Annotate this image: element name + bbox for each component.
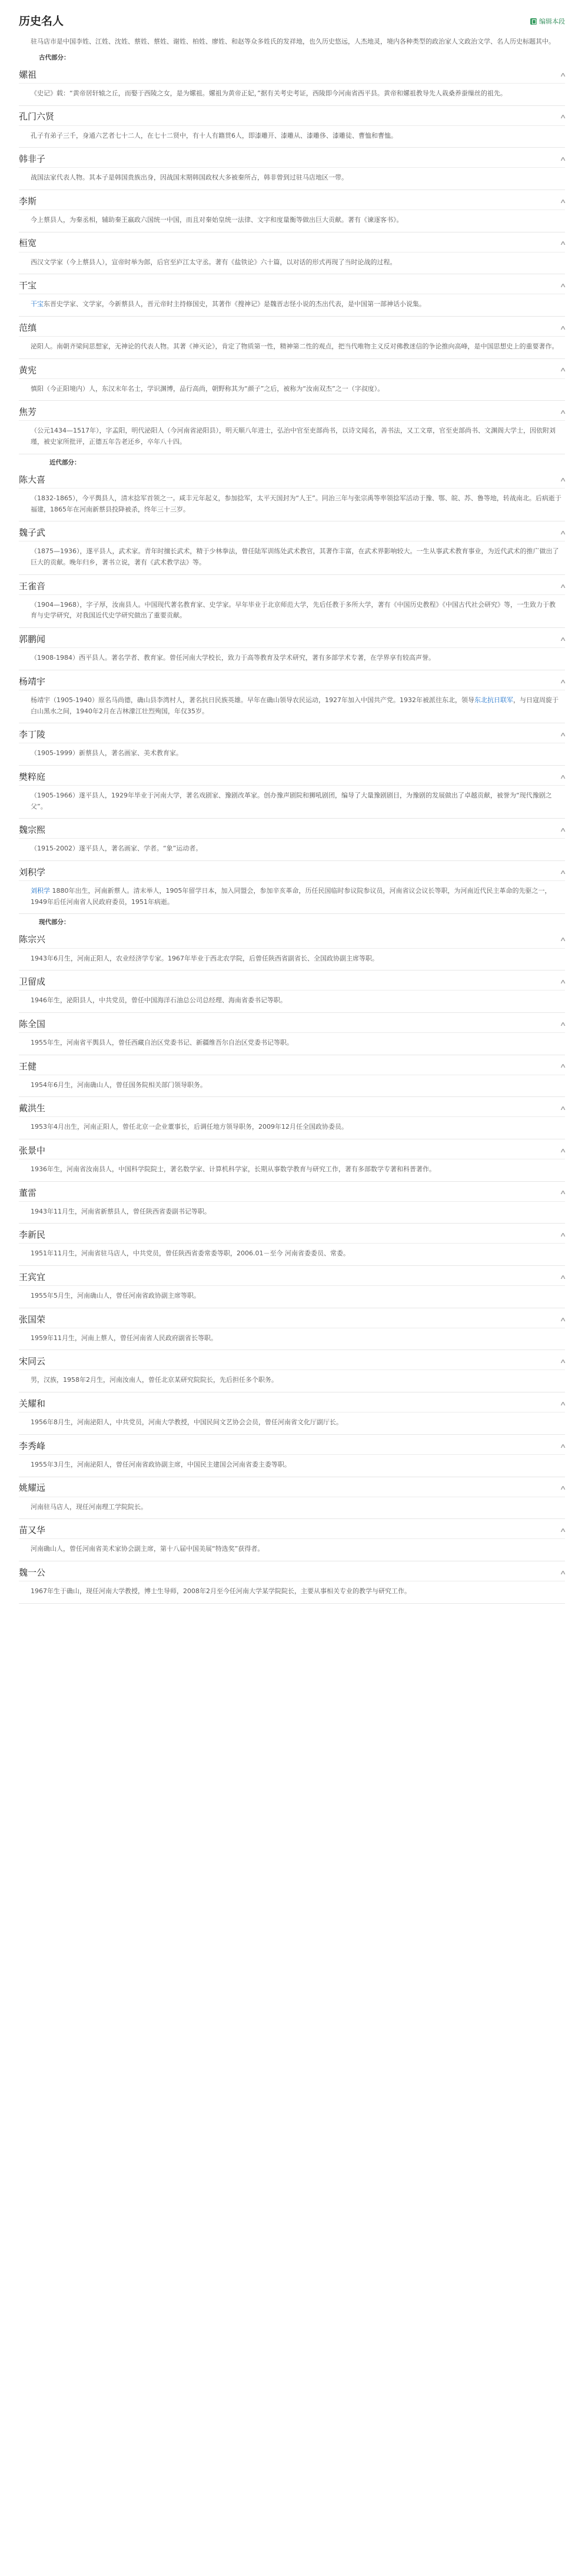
section-header[interactable]: [19, 674, 565, 690]
person-section: [19, 236, 565, 275]
section-text: 杨靖宇（1905-1940）原名马尚德，确山县李湾村人，著名抗日民族英雄。早年在确山领导农民运动，1927年加入中国共产党。1932年被派往东北，领导东北抗日联军，与日寇周旋于白山黑水之间，1940年2月在吉林濛江壮烈殉国，年仅35岁。: [31, 696, 559, 715]
section-text: 1943年11月生，河南省新蔡县人，曾任陕西省委副书记等职。: [31, 1207, 211, 1215]
section-header[interactable]: [19, 1185, 565, 1202]
chevron-up-icon[interactable]: ∧: [559, 1274, 567, 1281]
person-section: [19, 579, 565, 628]
chevron-up-icon[interactable]: ∧: [559, 869, 567, 876]
chevron-up-icon[interactable]: ∧: [559, 678, 567, 685]
person-section: [19, 822, 565, 861]
section-title: 杨靖宇: [19, 676, 46, 687]
section-title: 樊粹庭: [19, 771, 46, 782]
section-title: 陈大喜: [19, 474, 46, 485]
section-title: 王雀音: [19, 580, 46, 591]
section-header[interactable]: [19, 974, 565, 990]
chevron-up-icon[interactable]: ∧: [559, 773, 567, 780]
chevron-up-icon[interactable]: ∧: [559, 155, 567, 162]
section-text: 1954年6月生，河南确山人，曾任国务院相关部门领导职务。: [31, 1081, 207, 1089]
section-title: 王健: [19, 1061, 37, 1072]
section-header[interactable]: [19, 1269, 565, 1286]
chevron-up-icon[interactable]: ∧: [559, 1147, 567, 1154]
section-text: 刘积学 1880年出生，河南新蔡人。清末举人，1905年留学日本，加入同盟会，参加辛亥革命，历任民国临时参议院参议员，河南省议会议长等职，为河南近代民主革命的先驱之一，1949年后任河南省人民政府委员，1951年病逝。: [31, 886, 551, 906]
section-text: 男，汉族，1958年2月生，河南汝南人，曾任北京某研究院院长，先后担任多个职务。: [31, 1376, 278, 1384]
person-section: [19, 1185, 565, 1224]
section-header[interactable]: [19, 404, 565, 421]
person-link[interactable]: 东北抗日联军: [474, 696, 513, 704]
section-text: （1904—1968），字子厚，汝南县人。中国现代著名教育家、史学家。早年毕业于北京师范大学，先后任教于多所大学，著有《中国历史教程》《中国古代社会研究》等，一生致力于教育与史学研究，对我国近代史学研究做出了重要贡献。: [31, 600, 556, 620]
chevron-up-icon[interactable]: ∧: [559, 71, 567, 78]
chevron-up-icon[interactable]: ∧: [559, 979, 567, 986]
chevron-up-icon[interactable]: ∧: [559, 530, 567, 537]
section-header[interactable]: [19, 769, 565, 786]
person-section: [19, 1269, 565, 1308]
section-header[interactable]: [19, 1523, 565, 1539]
person-section: [19, 727, 565, 766]
section-text: （1905-1999）新蔡县人，著名画家、美术教育家。: [31, 749, 182, 757]
person-section: [19, 631, 565, 670]
chevron-up-icon[interactable]: ∧: [559, 936, 567, 943]
chevron-up-icon[interactable]: ∧: [559, 1105, 567, 1112]
section-text: （1908-1984）西平县人。著名学者、教育家。曾任河南大学校长，致力于高等教育及学术研究，著有多部学术专著，在学界享有较高声誉。: [31, 654, 435, 662]
person-section: [19, 404, 565, 454]
person-section: [19, 1059, 565, 1098]
person-section: [19, 1101, 565, 1139]
section-header[interactable]: [19, 67, 565, 84]
section-header[interactable]: [19, 1059, 565, 1075]
section-header[interactable]: [19, 1016, 565, 1033]
person-section: [19, 1354, 565, 1392]
section-header[interactable]: [19, 631, 565, 648]
section-header[interactable]: [19, 151, 565, 168]
section-text: 泌阳人。南朝齐梁间思想家，无神论的代表人物。其著《神灭论》，肯定了物质第一性，精神第二性的观点，把当代唯物主义反对佛教迷信的争论推向高峰，是中国思想史上的重要著作。: [31, 342, 559, 350]
chevron-up-icon[interactable]: ∧: [559, 1021, 567, 1028]
intro-text: 驻马店市是中国李姓、江姓、沈姓、蔡姓、蔡姓、谢姓、柏姓、廖姓、和赵等众多姓氏的发祥地，也久历史悠远，人杰地灵，境内各种类型的政治家人文政治文学、名人历史标题其中。: [31, 38, 555, 45]
chevron-up-icon[interactable]: ∧: [559, 636, 567, 643]
section-header[interactable]: [19, 525, 565, 541]
section-text: 西汉文学家（今上蔡县人），宣帝时举为郎，后官至庐江太守丞。著有《盐铁论》六十篇，以对话的形式再现了当时论战的过程。: [31, 258, 397, 266]
section-title: 卫留成: [19, 976, 46, 988]
person-section: [19, 1143, 565, 1182]
section-title: 范缜: [19, 322, 37, 333]
person-section: [19, 1481, 565, 1520]
section-text: 1967年生于确山，现任河南大学教授，博士生导师，2008年2月至今任河南大学某学院院长，主要从事相关专业的教学与研究工作。: [31, 1587, 411, 1595]
section-title: 王宾宜: [19, 1271, 46, 1282]
section-text: 慎阳（今正阳境内）人，东汉末年名士，学识渊博，品行高尚，朝野称其为“颜子”之后，被称为“汝南双杰”之一（字叔度）。: [31, 384, 384, 393]
section-text: 孔子有弟子三千，身通六艺者七十二人，在七十二贤中，有十人有籍贯6人，即漆雕开、漆雕从、漆雕侈、漆雕徒、曹恤和曹恤。: [31, 131, 397, 139]
section-title: 陈全国: [19, 1018, 46, 1029]
section-header[interactable]: [19, 1481, 565, 1497]
section-title: 李丁陵: [19, 729, 46, 740]
section-title: 苗又华: [19, 1525, 46, 1536]
section-title: 干宝: [19, 280, 37, 291]
section-text: 1956年8月生，河南泌阳人，中共党员，河南大学教授，中国民间文艺协会会员，曾任河南省文化厅副厅长。: [31, 1418, 343, 1427]
section-header[interactable]: [19, 236, 565, 252]
chevron-up-icon[interactable]: ∧: [559, 324, 567, 331]
section-text: （公元1434—1517年），字孟阳，明代泌阳人（今河南省泌阳县），明天顺八年进士，弘治中官至吏部尚书，以诗文闻名，善书法，又工文章，官至吏部尚书、文渊阁大学士，因依附刘瑾，被史家所批评，正德五年告老还乡，卒年八十四。: [31, 427, 556, 446]
section-text: 1943年6月生，河南正阳人，农业经济学专家。1967年毕业于西北农学院，后曾任陕西省副省长、全国政协副主席等职。: [31, 954, 378, 962]
page-header: [19, 8, 565, 35]
person-section: [19, 109, 565, 148]
chevron-up-icon[interactable]: ∧: [559, 1527, 567, 1534]
section-title: 刘积学: [19, 866, 46, 877]
edit-icon: [530, 18, 537, 25]
chevron-up-icon[interactable]: ∧: [559, 367, 567, 374]
person-section: [19, 674, 565, 723]
section-text: 1955年3月生，河南泌阳人，曾任河南省政协副主席，中国民主建国会河南省委主委等职。: [31, 1460, 291, 1468]
section-title: 李秀峰: [19, 1440, 46, 1451]
section-header[interactable]: [19, 363, 565, 379]
person-section: [19, 974, 565, 1013]
section-title: 郭鹏闻: [19, 634, 46, 644]
section-title: 董雷: [19, 1187, 37, 1198]
section-title: 宋同云: [19, 1356, 46, 1367]
section-text: （1832-1865），今平舆县人，清末捻军首领之一。咸丰元年起义，参加捻军，太平天国封为“人王”。同治三年与张宗禹等率领捻军活动于豫、鄂、皖、苏、鲁等地，转战南北。后病逝于福建，1865年在河南新蔡县投降被杀，终年三十三岁。: [31, 494, 561, 513]
chevron-up-icon[interactable]: ∧: [559, 282, 567, 290]
section-title: 李斯: [19, 195, 37, 207]
chevron-up-icon[interactable]: ∧: [559, 1569, 567, 1576]
chevron-up-icon[interactable]: ∧: [559, 476, 567, 483]
person-section: [19, 1565, 565, 1604]
section-title: 黄宪: [19, 364, 37, 375]
section-title: 焦芳: [19, 407, 37, 418]
section-text: （1875—1936），遂平县人，武术家。青年时擅长武术，精于少林拳法，曾任陆军训练处武术教官，其著作丰富，在武术界影响较大。一生从事武术教育事业，为近代武术的推广做出了巨大的贡献。晚年归乡，著书立说，著有《武术教学法》等。: [31, 547, 559, 567]
section-header[interactable]: [19, 1312, 565, 1328]
section-header[interactable]: [19, 1396, 565, 1412]
person-section: [19, 67, 565, 106]
section-title: 魏子武: [19, 527, 46, 539]
section-text: 1955年5月生，河南确山人，曾任河南省政协副主席等职。: [31, 1292, 200, 1300]
person-section: [19, 525, 565, 574]
person-section: [19, 1523, 565, 1561]
chevron-up-icon[interactable]: ∧: [559, 1189, 567, 1196]
section-header[interactable]: [19, 1143, 565, 1159]
person-section: [19, 320, 565, 359]
section-text: 今上蔡县人，为秦丞相，辅助秦王嬴政六国统一中国，而且对秦始皇统一法律、文字和度量衡等做出巨大贡献。著有《谏逐客书》。: [31, 215, 403, 224]
chevron-up-icon[interactable]: ∧: [559, 198, 567, 205]
section-title: 关耀和: [19, 1398, 46, 1410]
chevron-up-icon[interactable]: ∧: [559, 731, 567, 738]
section-title: 孔门六贤: [19, 111, 55, 122]
chevron-up-icon[interactable]: ∧: [559, 1316, 567, 1323]
person-section: [19, 1312, 565, 1351]
person-section: [19, 472, 565, 521]
person-section: [19, 363, 565, 401]
section-header[interactable]: [19, 194, 565, 210]
section-text: 河南确山人，曾任河南省美术家协会副主席，第十八届中国美展“特选奖”获得者。: [31, 1545, 264, 1553]
section-title: 魏宗熙: [19, 825, 46, 836]
section-header[interactable]: [19, 1354, 565, 1370]
chevron-up-icon[interactable]: ∧: [559, 1063, 567, 1070]
section-header[interactable]: [19, 1565, 565, 1581]
person-section: [19, 1438, 565, 1477]
section-header[interactable]: [19, 932, 565, 949]
chevron-up-icon[interactable]: ∧: [559, 240, 567, 247]
person-section: [19, 194, 565, 232]
chevron-up-icon[interactable]: ∧: [559, 1400, 567, 1407]
section-header[interactable]: [19, 1438, 565, 1455]
chevron-up-icon[interactable]: ∧: [559, 1358, 567, 1365]
section-text: （1905-1966）遂平县人，1929年毕业于河南大学，著名戏剧家、豫剧改革家。创办豫声剧院和狮吼剧团，编导了大量豫剧剧目，为豫剧的发展做出了卓越贡献，被誉为“现代豫剧之父”。: [31, 791, 552, 810]
section-header[interactable]: [19, 579, 565, 595]
edit-section-button[interactable]: [530, 16, 565, 26]
section-title: 魏一公: [19, 1567, 46, 1578]
section-header[interactable]: [19, 109, 565, 126]
section-text: 战国法家代表人物。其本子是韩国贵族出身，因战国末期韩国政权大多被秦所占，韩非曾到过驻马店地区一带。: [31, 174, 348, 182]
person-section: [19, 151, 565, 190]
section-title: 戴洪生: [19, 1103, 46, 1114]
section-text: （1915-2002）遂平县人，著名画家、学者。“象”运动者。: [31, 845, 202, 853]
section-header[interactable]: [19, 822, 565, 839]
person-section: [19, 1016, 565, 1055]
section-header[interactable]: [19, 1227, 565, 1244]
chevron-up-icon[interactable]: ∧: [559, 827, 567, 833]
group-label: 近代部分：: [49, 458, 81, 466]
chevron-up-icon[interactable]: ∧: [559, 1442, 567, 1450]
section-text: 干宝东晋史学家、文学家，今新蔡县人，晋元帝时主持修国史，其著作《搜神记》是魏晋志怪小说的杰出代表，是中国第一部神话小说集。: [31, 300, 426, 308]
section-text: 1951年11月生，河南省驻马店人，中共党员，曾任陕西省委常委等职，2006.01－至今 河南省委委员、常委。: [31, 1249, 350, 1258]
section-title: 桓宽: [19, 238, 37, 249]
chevron-up-icon[interactable]: ∧: [559, 1485, 567, 1492]
section-text: 1936年生，河南省汝南县人，中国科学院院士，著名数学家、计算机科学家，长期从事数学教育与研究工作，著有多部数学专著和科普著作。: [31, 1165, 436, 1174]
person-section: [19, 769, 565, 819]
section-text: 1953年4月出生，河南正阳人，曾任北京一企业董事长，后调任地方领导职务，2009年12月任全国政协委员。: [31, 1123, 348, 1131]
person-section: [19, 1227, 565, 1266]
section-text: 河南驻马店人，现任河南理工学院院长。: [31, 1503, 147, 1511]
chevron-up-icon[interactable]: ∧: [559, 583, 567, 590]
edit-label: 编辑本段: [539, 18, 565, 26]
section-header[interactable]: [19, 472, 565, 488]
section-title: 嫘祖: [19, 69, 37, 80]
section-header[interactable]: [19, 320, 565, 337]
section-title: 陈宗兴: [19, 934, 46, 945]
section-header[interactable]: [19, 278, 565, 294]
section-header[interactable]: [19, 865, 565, 881]
person-section: [19, 278, 565, 317]
person-section: [19, 1396, 565, 1435]
group-label: 现代部分：: [39, 919, 70, 926]
section-header[interactable]: [19, 727, 565, 743]
section-title: 张国荣: [19, 1314, 46, 1325]
sections-list: [19, 53, 565, 1604]
chevron-up-icon[interactable]: ∧: [559, 409, 567, 416]
page-title: 历史名人: [19, 15, 64, 28]
section-title: 韩非子: [19, 154, 46, 165]
section-title: 姚耀远: [19, 1483, 46, 1494]
section-title: 李新民: [19, 1229, 46, 1241]
section-header[interactable]: [19, 1101, 565, 1117]
person-section: [19, 932, 565, 971]
person-section: [19, 865, 565, 914]
person-link[interactable]: 干宝: [31, 300, 44, 308]
section-text: 《史记》载：“黄帝居轩辕之丘，而娶于西陵之女，是为嫘祖。嫘祖为黄帝正妃，”据有关考史考证，西陵即今河南省西平县。黄帝和嫘祖教导先人栽桑养蚕缫丝的祖先。: [31, 89, 507, 97]
section-text: 1946年生，泌阳县人，中共党员，曾任中国海洋石油总公司总经理、海南省委书记等职。: [31, 996, 287, 1005]
section-text: 1955年生，河南省平舆县人，曾任西藏自治区党委书记、新疆维吾尔自治区党委书记等职。: [31, 1038, 293, 1046]
chevron-up-icon[interactable]: ∧: [559, 1232, 567, 1239]
section-title: 张景中: [19, 1145, 46, 1156]
person-link[interactable]: 刘积学: [31, 886, 50, 895]
section-text: 1959年11月生，河南上蔡人，曾任河南省人民政府副省长等职。: [31, 1334, 217, 1342]
chevron-up-icon[interactable]: ∧: [559, 114, 567, 121]
group-label: 古代部分：: [39, 54, 70, 61]
